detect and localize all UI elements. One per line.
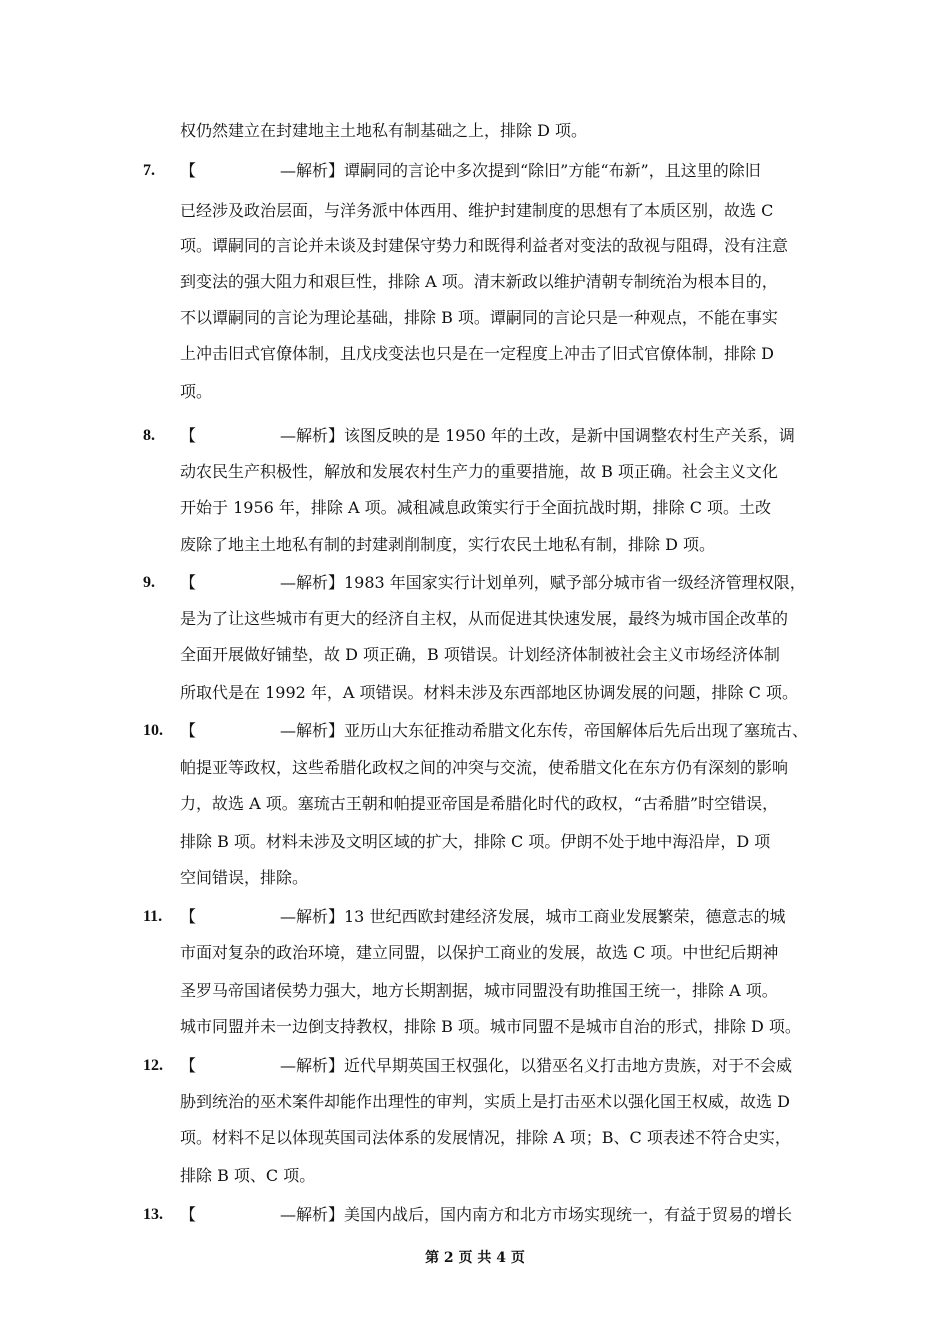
item-line: 项。材料不足以体现英国司法体系的发展情况，排除 A 项；B、C 项表述不符合史实， — [180, 1128, 791, 1147]
bracket-open: 【 — [180, 161, 197, 180]
item-head — [180, 721, 810, 741]
item-head-text: —解析】美国内战后，国内南方和北方市场实现统一，有益于贸易的增长 — [280, 1205, 793, 1224]
bracket-open: 【 — [180, 426, 197, 445]
item-line: 圣罗马帝国诸侯势力强大，地方长期割据，城市同盟没有助推国王统一，排除 A 项。 — [180, 981, 778, 1000]
item-line: 动农民生产积极性，解放和发展农村生产力的重要措施，故 B 项正确。社会主义文化 — [180, 462, 778, 481]
item-line: 上冲击旧式官僚体制，且戊戌变法也只是在一定程度上冲击了旧式官僚体制，排除 D — [180, 344, 774, 363]
item-line: 项。谭嗣同的言论并未谈及封建保守势力和既得利益者对变法的敌视与阻碍，没有注意 — [180, 236, 789, 255]
item-head-text: —解析】近代早期英国王权强化，以猎巫名义打击地方贵族，对于不会威 — [280, 1056, 793, 1075]
intro-line: 权仍然建立在封建地主土地私有制基础之上，排除 D 项。 — [180, 121, 588, 140]
item-line: 市面对复杂的政治环境，建立同盟，以保护工商业的发展，故选 C 项。中世纪后期神 — [180, 943, 779, 962]
item-line: 胁到统治的巫术案件却能作出理性的审判，实质上是打击巫术以强化国王权威，故选 D — [180, 1092, 790, 1111]
item-line: 空间错误，排除。 — [180, 868, 309, 887]
item-line: 排除 B 项。材料未涉及文明区域的扩大，排除 C 项。伊朗不处于地中海沿岸，D 项 — [180, 832, 771, 851]
bracket-open: 【 — [180, 1056, 197, 1075]
item-number: 7. — [143, 162, 155, 179]
item-head-text: —解析】谭嗣同的言论中多次提到“除旧”方能“布新”，且这里的除旧 — [280, 161, 761, 180]
item-line: 全面开展做好铺垫，故 D 项正确，B 项错误。计划经济体制被社会主义市场经济体制 — [180, 645, 780, 664]
item-line: 项。 — [180, 382, 213, 401]
item-number: 13. — [143, 1206, 163, 1223]
item-number: 10. — [143, 722, 163, 739]
bracket-open: 【 — [180, 573, 197, 592]
item-line: 力，故选 A 项。塞琉古王朝和帕提亚帝国是希腊化时代的政权，“古希腊”时空错误， — [180, 794, 779, 813]
bracket-open: 【 — [180, 1205, 197, 1224]
item-number: 12. — [143, 1057, 163, 1074]
item-line: 已经涉及政治层面，与洋务派中体西用、维护封建制度的思想有了本质区别，故选 C — [180, 201, 774, 220]
item-head-text: —解析】亚历山大东征推动希腊文化东传，帝国解体后先后出现了塞琉古、 — [280, 721, 809, 740]
item-line: 城市同盟并未一边倒支持教权，排除 B 项。城市同盟不是城市自治的形式，排除 D 项。 — [180, 1017, 801, 1036]
bracket-open: 【 — [180, 721, 197, 740]
item-number: 11. — [143, 908, 163, 925]
item-head — [180, 573, 810, 593]
item-head — [180, 161, 810, 181]
item-head — [180, 426, 810, 446]
bracket-open: 【 — [180, 907, 197, 926]
item-number: 9. — [143, 574, 155, 591]
item-head — [180, 907, 810, 927]
item-head-text: —解析】该图反映的是 1950 年的土改，是新中国调整农村生产关系，调 — [280, 426, 795, 445]
item-line: 所取代是在 1992 年，A 项错误。材料未涉及东西部地区协调发展的问题，排除 C 项。 — [180, 683, 798, 702]
item-head-text: —解析】13 世纪西欧封建经济发展，城市工商业发展繁荣，德意志的城 — [280, 907, 786, 926]
item-line: 帕提亚等政权，这些希腊化政权之间的冲突与交流，使希腊文化在东方仍有深刻的影响 — [180, 758, 789, 777]
page-footer: 第 2 页 共 4 页 — [425, 1250, 525, 1266]
item-number: 8. — [143, 427, 155, 444]
item-line: 到变法的强大阻力和艰巨性，排除 A 项。清末新政以维护清朝专制统治为根本目的， — [180, 272, 778, 291]
item-head-text: —解析】1983 年国家实行计划单列，赋予部分城市省一级经济管理权限， — [280, 573, 806, 592]
item-line: 排除 B 项、C 项。 — [180, 1166, 316, 1185]
item-head — [180, 1056, 810, 1076]
item-head — [180, 1205, 810, 1225]
item-line: 开始于 1956 年，排除 A 项。减租减息政策实行于全面抗战时期，排除 C 项。土改 — [180, 498, 772, 517]
item-line: 是为了让这些城市有更大的经济自主权，从而促进其快速发展，最终为城市国企改革的 — [180, 609, 789, 628]
item-line: 废除了地主土地私有制的封建剥削制度，实行农民土地私有制，排除 D 项。 — [180, 535, 716, 554]
item-line: 不以谭嗣同的言论为理论基础，排除 B 项。谭嗣同的言论只是一种观点，不能在事实 — [180, 308, 778, 327]
